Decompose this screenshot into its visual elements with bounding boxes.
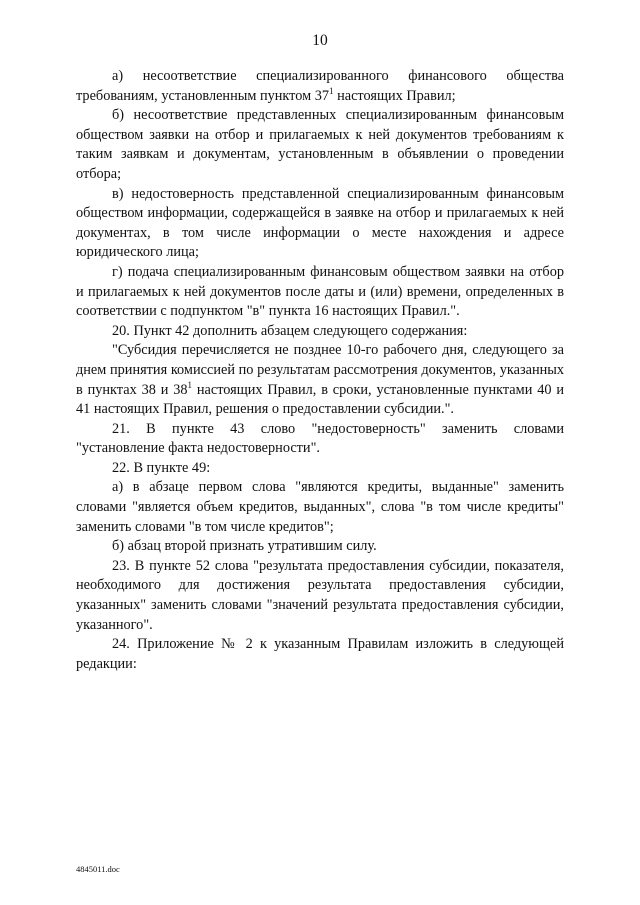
- paragraph-quote-subsidy: "Субсидия перечисляется не позднее 10-го рабочего дня, следующего за днем принятия комиссией по результатам рассмотрения документов, указанных в пунктах 38 и $38^1$ настоящих Правил, в сроки, установленные пунктами 40 и 41 настоящих Правил, решения о предоставлении субсидии.".: [76, 342, 565, 418]
- paragraph-item-a: а) несоответствие специализированного финансового общества требованиям, установленным пунктом $37^1$ настоящих Правил;: [76, 68, 564, 104]
- document-body: [76, 67, 564, 674]
- paragraph-item-v: в) недостоверность представленной специализированным финансовым обществом информации, содержащейся в заявке на отбор и прилагаемых к ней документах, в том числе информации о месте нахождения и адресе юридического лица;: [76, 185, 564, 261]
- paragraph-item-b: б) несоответствие представленных специализированным финансовым обществом заявки на отбор и прилагаемых к ней документов требованиям к таким заявкам и документам, установленным в объявлении о проведении отбора;: [76, 107, 564, 182]
- paragraph-point-22-a: а) в абзаце первом слова "являются кредиты, выданные" заменить словами "является объем кредитов, выданных", слова "в том числе кредиты" заменить словами "в том числе кредитов";: [76, 479, 564, 535]
- superscript: 1: [187, 379, 193, 390]
- paragraph-point-22-b: б) абзац второй признать утратившим силу.: [112, 538, 377, 555]
- file-name-footer: 4845011.doc: [76, 864, 120, 874]
- paragraph-point-21: 21. В пункте 43 слово "недостоверность" заменить словами "установление факта недостоверности".: [76, 420, 564, 457]
- paragraph-point-23: 23. В пункте 52 слова "результата предоставления субсидии, показателя, необходимого для достижения результата предоставления субсидии, указанных" заменить словами "значений результата предоставления субсидии, указанного".: [76, 557, 564, 633]
- paragraph-point-20: 20. Пункт 42 дополнить абзацем следующего содержания:: [112, 322, 468, 339]
- paragraph-item-g: г) подача специализированным финансовым обществом заявки на отбор и прилагаемых к ней документов после даты и (или) времени, определенных в соответствии с подпунктом "в" пункта 16 настоящих Правил.".: [76, 263, 564, 320]
- paragraph-point-22: 22. В пункте 49:: [112, 459, 211, 476]
- paragraph-point-24: 24. Приложение № 2 к указанным Правилам изложить в следующей редакции:: [76, 636, 564, 672]
- page-number: 10: [312, 32, 328, 49]
- superscript: 1: [329, 85, 334, 96]
